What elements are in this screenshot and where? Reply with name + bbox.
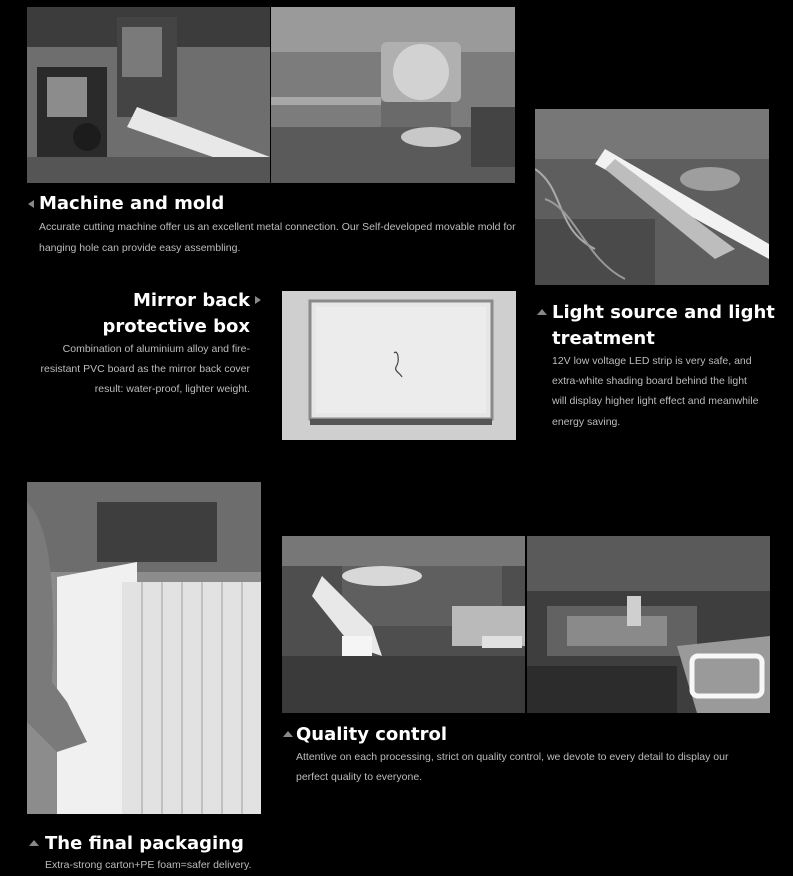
mirror-back-title-line1: Mirror back — [132, 290, 250, 311]
machine-and-mold-title: Machine and mold — [39, 193, 225, 214]
quality-control-title: Quality control — [296, 724, 448, 745]
up-arrow-icon — [283, 731, 293, 737]
up-arrow-icon — [537, 309, 547, 315]
light-source-description-line3: will display higher light effect and meanwhile — [552, 395, 759, 407]
right-arrow-icon — [255, 296, 261, 304]
cutting-machine-photo — [27, 7, 270, 183]
light-source-description-line4: energy saving. — [552, 416, 621, 428]
mirror-back-box-photo — [282, 291, 516, 440]
light-source-title-line2: treatment — [552, 328, 655, 349]
mirror-back-title-line2: protective box — [102, 316, 250, 337]
light-source-description-line2: extra-white shading board behind the light — [552, 375, 747, 387]
final-packaging-title: The final packaging — [45, 833, 244, 854]
quality-control-photo-2 — [527, 536, 770, 713]
packaging-photo — [27, 482, 261, 814]
light-source-title-line1: Light source and light — [552, 302, 775, 323]
mold-machine-photo — [271, 7, 515, 183]
light-source-description-line1: 12V low voltage LED strip is very safe, and — [552, 355, 752, 367]
quality-control-photo-1 — [282, 536, 525, 713]
led-light-photo — [535, 109, 769, 285]
mirror-back-description-line2: resistant PVC board as the mirror back cover — [40, 363, 250, 375]
quality-control-description-line1: Attentive on each processing, strict on quality control, we devote to every detail to display our — [296, 751, 729, 763]
machine-and-mold-description: Accurate cutting machine offer us an excellent metal connection. Our Self-developed movable mold for hanging hole can provide easy assembling. — [39, 221, 516, 254]
final-packaging-description: Extra-strong carton+PE foam=safer delivery. — [45, 859, 252, 871]
up-arrow-icon — [29, 840, 39, 846]
left-arrow-icon — [28, 200, 34, 208]
mirror-back-description-line3: result: water-proof, lighter weight. — [94, 383, 250, 395]
quality-control-description-line2: perfect quality to everyone. — [296, 771, 423, 783]
mirror-back-description-line1: Combination of aluminium alloy and fire- — [62, 343, 250, 355]
